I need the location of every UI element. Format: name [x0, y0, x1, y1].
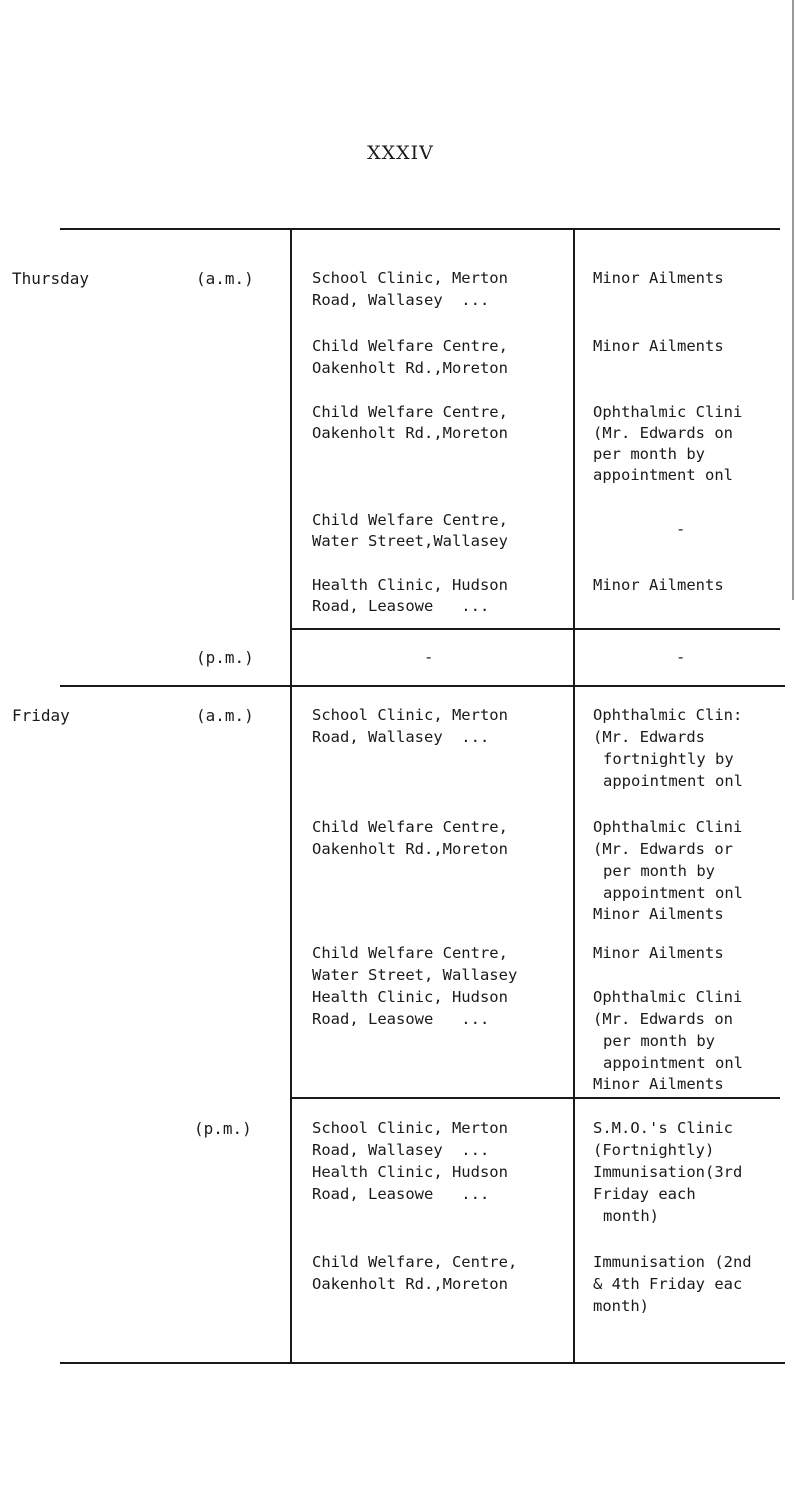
centre-line: School Clinic, Merton [312, 706, 508, 724]
note-line: appointment onl [593, 466, 733, 484]
note-line: (Fortnightly) [593, 1141, 715, 1159]
note-line: (Mr. Edwards [593, 728, 705, 746]
note-line: month) [603, 1207, 659, 1225]
centre-line: Road, Wallasey ... [312, 291, 490, 309]
note-line: Minor Ailments [593, 1075, 724, 1093]
thursday-am-label: (a.m.) [196, 269, 254, 288]
note-line: Immunisation(3rd [593, 1163, 743, 1181]
rule-col2-thursday [573, 229, 575, 685]
centre-line: Child Welfare Centre, [312, 337, 508, 355]
centre-line: Road, Leasowe ... [312, 1010, 490, 1028]
day-thursday: Thursday [12, 269, 90, 288]
centre-line: School Clinic, Merton [312, 1119, 508, 1137]
thursday-pm-centre: - [424, 648, 434, 666]
rule-col1-friday [290, 686, 292, 1362]
rule-thursday-pm [290, 628, 780, 630]
note-line: Immunisation (2nd [593, 1253, 752, 1271]
centre-line: Oakenholt Rd.,Moreton [312, 424, 508, 442]
note-line: Ophthalmic Clini [593, 818, 743, 836]
rule-thursday-end [60, 685, 785, 687]
note-line: & 4th Friday eac [593, 1275, 743, 1293]
note-line: Ophthalmic Clin: [593, 706, 743, 724]
note-line: appointment onl [603, 884, 743, 902]
rule-top [60, 228, 780, 230]
note-line: per month by [603, 862, 715, 880]
note-line: per month by [593, 445, 705, 463]
page-edge [792, 0, 794, 600]
note-line: month) [593, 1297, 649, 1315]
centre-line: Road, Leasowe ... [312, 1185, 490, 1203]
note-line: Friday each [593, 1185, 696, 1203]
note-line: Minor Ailments [593, 944, 724, 962]
note-line: Ophthalmic Clini [593, 988, 743, 1006]
centre-line: Road, Leasowe ... [312, 597, 490, 615]
centre-line: Child Welfare Centre, [312, 511, 508, 529]
note-line: - [676, 520, 686, 538]
note-line: appointment onl [603, 1054, 743, 1072]
centre-line: Oakenholt Rd.,Moreton [312, 840, 508, 858]
note-line: (Mr. Edwards on [593, 1010, 733, 1028]
centre-line: Child Welfare Centre, [312, 944, 508, 962]
centre-line: Child Welfare, Centre, [312, 1253, 518, 1271]
note-line: S.M.O.'s Clinic [593, 1119, 733, 1137]
friday-pm-label: (p.m.) [194, 1119, 252, 1138]
note-line: per month by [603, 1032, 715, 1050]
rule-friday-pm [290, 1097, 780, 1099]
note-line: Minor Ailments [593, 337, 724, 355]
centre-line: Health Clinic, Hudson [312, 988, 508, 1006]
centre-line: Road, Wallasey ... [312, 728, 490, 746]
note-line: Minor Ailments [593, 269, 724, 287]
note-line: (Mr. Edwards on [593, 424, 733, 442]
centre-line: Road, Wallasey ... [312, 1141, 490, 1159]
note-line: Minor Ailments [593, 905, 724, 923]
centre-line: Oakenholt Rd.,Moreton [312, 1275, 508, 1293]
centre-line: Health Clinic, Hudson [312, 576, 508, 594]
page-number: XXXIV [367, 142, 434, 164]
note-line: fortnightly by [603, 750, 734, 768]
rule-bottom [60, 1362, 785, 1364]
note-line: Ophthalmic Clini [593, 403, 743, 421]
note-line: Minor Ailments [593, 576, 724, 594]
centre-line: Oakenholt Rd.,Moreton [312, 359, 508, 377]
day-friday: Friday [12, 706, 70, 725]
rule-col2-friday [573, 686, 575, 1362]
centre-line: Child Welfare Centre, [312, 818, 508, 836]
centre-line: Water Street,Wallasey [312, 532, 508, 550]
note-line: appointment onl [603, 772, 743, 790]
centre-line: Child Welfare Centre, [312, 403, 508, 421]
centre-line: School Clinic, Merton [312, 269, 508, 287]
note-line: (Mr. Edwards or [593, 840, 733, 858]
rule-col1-thursday [290, 229, 292, 685]
thursday-pm-note: - [676, 648, 686, 666]
thursday-pm-label: (p.m.) [196, 648, 254, 667]
friday-am-label: (a.m.) [196, 706, 254, 725]
centre-line: Water Street, Wallasey [312, 966, 518, 984]
centre-line: Health Clinic, Hudson [312, 1163, 508, 1181]
